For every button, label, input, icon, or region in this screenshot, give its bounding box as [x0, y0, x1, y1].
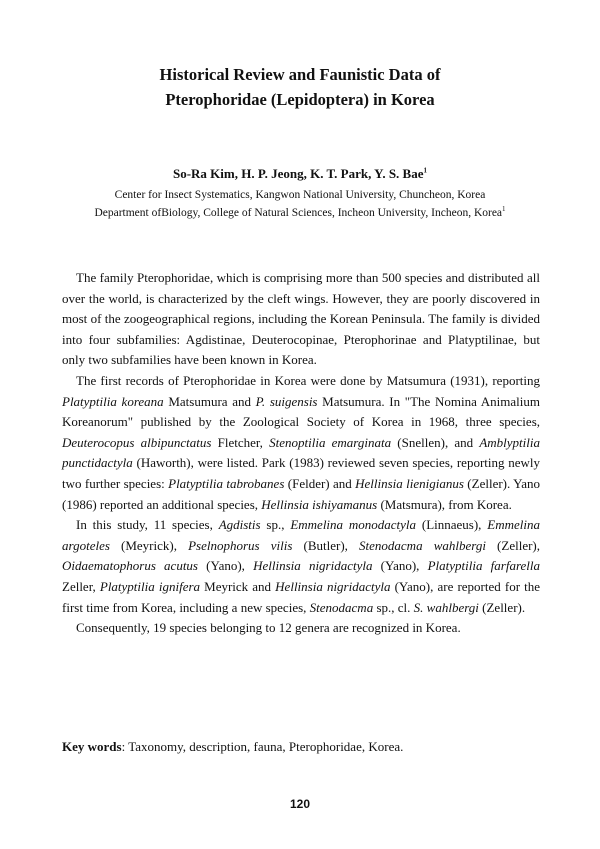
abstract-paragraph-1: The family Pterophoridae, which is comprising more than 500 species and distributed all over the world, is characterized by the cleft wings. However, they are poorly discovered in most of the zoogeographical regions, including the Korean Peninsula. The family is divided into four subfamilies: Agdistinae, Deuterocopinae, Pterophorinae and Platyptilinae, but only two subfamilies have been known in Korea.: [62, 270, 540, 368]
affiliation-1: [40, 188, 560, 203]
species-name: Emmelina monodactyla: [290, 517, 417, 533]
text-run: The first records of Pterophoridae in Korea were done by Matsumura (1931), reporting: [76, 372, 540, 388]
text-run: (Zeller). Yano (1986) reported an additional species,: [62, 475, 540, 512]
abstract-body: [62, 268, 540, 639]
abstract-paragraph-2: [62, 371, 540, 515]
text-run: (Zeller),: [485, 537, 540, 553]
abstract-paragraph-3: [62, 515, 540, 618]
affiliation-2-text: Department ofBiology, College of Natural Sciences, Incheon University, Incheon, Korea: [94, 207, 503, 219]
text-run: Matsumura and: [163, 393, 256, 409]
species-name: Stenoptilia emarginata: [269, 434, 392, 450]
text-run: Meyrick and: [200, 578, 276, 594]
species-name: Platyptilia tabrobanes: [168, 475, 285, 491]
title-line-2: Pterophoridae (Lepidoptera) in Korea: [165, 90, 435, 109]
author-superscript: 1: [423, 166, 428, 175]
author-names: So-Ra Kim, H. P. Jeong, K. T. Park, Y. S. Bae: [172, 166, 424, 181]
species-name: Hellinsia nigridactyla: [253, 558, 373, 574]
keywords-line: [62, 737, 540, 757]
species-name: Deuterocopus albipunctatus: [62, 434, 212, 450]
affiliation-1-text: Center for Insect Systematics, Kangwon National University, Chuncheon, Korea: [114, 189, 486, 201]
text-run: (Zeller).: [478, 599, 526, 615]
species-name: Hellinsia nigridactyla: [275, 578, 391, 594]
keywords-text: : Taxonomy, description, fauna, Pterophoridae, Korea.: [121, 739, 404, 754]
species-name: S. wahlbergi: [413, 599, 479, 615]
text-run: Zeller,: [62, 578, 100, 594]
abstract-paragraph-4: Consequently, 19 species belonging to 12 genera are recognized in Korea.: [76, 620, 461, 636]
species-name: Emmelina argoteles: [62, 517, 540, 553]
species-name: Hellinsia lienigianus: [355, 475, 464, 491]
text-run: Fletcher,: [211, 434, 270, 450]
text-run: sp., cl.: [373, 599, 414, 615]
text-run: (Haworth), were listed. Park (1983) reviewed seven species, reporting newly two further species:: [62, 455, 540, 491]
affiliation-2: [40, 206, 560, 221]
text-run: (Snellen), and: [391, 434, 480, 450]
species-name: Hellinsia ishiyamanus: [261, 496, 378, 512]
species-name: Amblyptilia punctidactyla: [62, 434, 541, 471]
text-run: (Felder) and: [284, 475, 356, 491]
species-name: Platyptilia farfarella: [427, 558, 541, 574]
species-name: Stenodacma: [309, 599, 374, 615]
species-name: Platyptilia ignifera: [99, 578, 201, 594]
text-run: (Matsmura), from Korea.: [377, 496, 512, 512]
keywords-label: Key words: [62, 739, 122, 754]
species-name: Pselnophorus vilis: [188, 537, 293, 553]
text-run: Matsumura. In "The Nomina Animalium Koreanorum" published by the Zoological Society of Korea in 1968, three species,: [62, 393, 541, 430]
text-run: (Yano),: [372, 558, 428, 574]
species-name: Agdistis: [218, 517, 261, 533]
text-run: (Butler),: [292, 537, 360, 553]
author-list: [60, 165, 540, 182]
page-number: 120: [289, 797, 311, 811]
text-run: (Linnaeus),: [416, 517, 488, 533]
text-run: (Yano),: [198, 558, 254, 574]
species-name: Oidaematophorus acutus: [62, 558, 198, 574]
species-name: Stenodacma wahlbergi: [359, 537, 486, 553]
title-line-1: Historical Review and Faunistic Data of: [159, 65, 441, 84]
affiliation-2-superscript: 1: [502, 205, 506, 214]
text-run: (Meyrick),: [109, 537, 189, 553]
species-name: Platyptilia koreana: [62, 393, 164, 409]
text-run: sp.,: [260, 517, 291, 533]
paper-title: [60, 62, 540, 112]
species-name: P. suigensis: [255, 393, 318, 409]
text-run: (Yano), are reported for the first time from Korea, including a new species,: [62, 578, 541, 615]
text-run: In this study, 11 species,: [76, 517, 219, 533]
